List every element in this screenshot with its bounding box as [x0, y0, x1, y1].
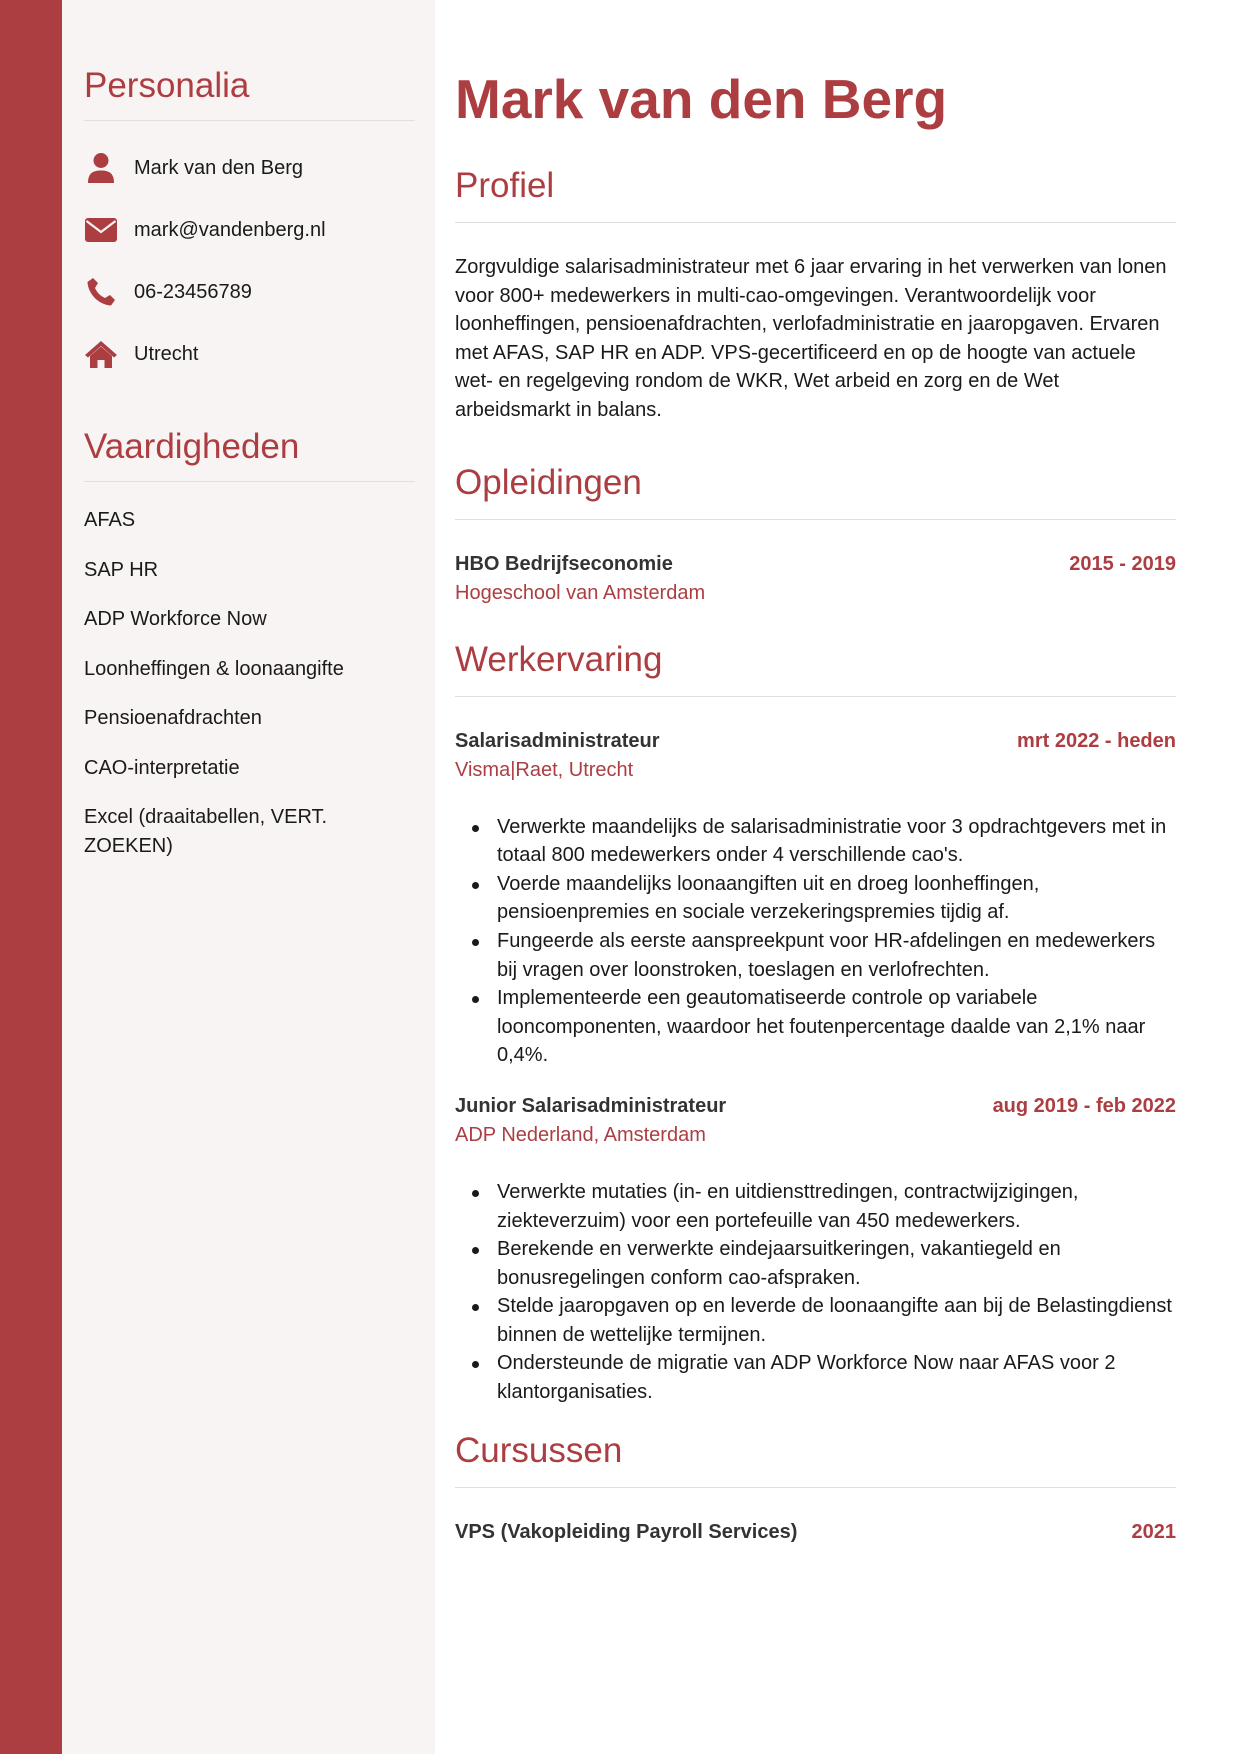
job-bullet: Fungeerde als eerste aanspreekpunt voor HR-afdelingen en medewerkers bij vragen over loonstroken, toeslagen en verlofrechten.: [455, 927, 1176, 984]
education-title: HBO Bedrijfseconomie: [455, 552, 673, 575]
job-bullet: Verwerkte maandelijks de salarisadministratie voor 3 opdrachtgevers met in totaal 800 medewerkers onder 4 verschillende cao's.: [455, 813, 1176, 870]
contact-name: [84, 137, 415, 199]
main-content: [435, 0, 1241, 1754]
personalia-heading: Personalia: [84, 64, 415, 121]
user-icon: [84, 151, 118, 185]
job-bullets: [455, 1178, 1176, 1407]
course-entry: [455, 1518, 1176, 1546]
job-employer: Visma|Raet, Utrecht: [455, 758, 634, 781]
skill-item: Pensioenafdrachten: [84, 707, 262, 729]
contact-location-text: Utrecht: [134, 342, 199, 365]
job-bullet: Voerde maandelijks loonaangiften uit en droeg loonheffingen, pensioenpremies en sociale verzekeringspremies tijdig af.: [455, 870, 1176, 927]
contact-location: [84, 323, 415, 385]
contact-email: [84, 199, 415, 261]
job-employer: ADP Nederland, Amsterdam: [455, 1123, 706, 1146]
job-bullet: Ondersteunde de migratie van ADP Workforce Now naar AFAS voor 2 klantorganisaties.: [455, 1349, 1176, 1406]
job-title: Junior Salarisadministrateur: [455, 1094, 727, 1117]
accent-bar: [0, 0, 62, 1754]
skill-item: SAP HR: [84, 558, 159, 581]
courses-heading: Cursussen: [455, 1429, 1176, 1488]
education-heading: Opleidingen: [455, 461, 1176, 520]
job-title: Salarisadministrateur: [455, 729, 660, 752]
home-icon: [84, 337, 118, 371]
envelope-icon: [84, 213, 118, 247]
skill-item: Loonheffingen & loonaangifte: [84, 657, 344, 680]
profile-heading: Profiel: [455, 164, 1176, 223]
education-institution: Hogeschool van Amsterdam: [455, 581, 706, 604]
job-bullets: [455, 813, 1176, 1070]
education-date: 2015 - 2019: [1069, 552, 1176, 575]
skill-list: [84, 506, 415, 860]
work-entry: [455, 727, 1176, 1070]
contact-phone: [84, 261, 415, 323]
job-date: aug 2019 - feb 2022: [992, 1094, 1176, 1117]
contact-email-text: mark@vandenberg.nl: [134, 218, 326, 241]
skills-heading: Vaardigheden: [84, 425, 415, 482]
skill-item: Excel (draaitabellen, VERT. ZOEKEN): [84, 806, 328, 857]
job-bullet: Berekende en verwerkte eindejaarsuitkeringen, vakantiegeld en bonusregelingen conform cao-afspraken.: [455, 1235, 1176, 1292]
skill-item: AFAS: [84, 509, 136, 531]
skill-item: ADP Workforce Now: [84, 608, 267, 630]
skill-item: CAO-interpretatie: [84, 756, 240, 779]
job-date: mrt 2022 - heden: [1017, 729, 1176, 752]
contact-phone-text: 06-23456789: [134, 280, 252, 303]
job-bullet: Stelde jaaropgaven op en leverde de loonaangifte aan bij de Belastingdienst binnen de wettelijke termijnen.: [455, 1292, 1176, 1349]
education-entry: [455, 550, 1176, 608]
job-bullet: Verwerkte mutaties (in- en uitdiensttredingen, contractwijzigingen, ziekteverzuim) voor een portefeuille van 450 medewerkers.: [455, 1178, 1176, 1235]
contact-list: [84, 137, 415, 385]
profile-text: Zorgvuldige salarisadministrateur met 6 jaar ervaring in het verwerken van lonen voor 800+ medewerkers in multi-cao-omgevingen. Verantwoordelijk voor loonheffingen, pensioenafdrachten, verlofadministratie en jaaropgaven. Ervaren met AFAS, SAP HR en ADP. VPS-gecertificeerd en op de hoogte van actuele wet- en regelgeving rondom de WKR, Wet arbeid en zorg en de Wet arbeidsmarkt in balans.: [455, 256, 1167, 421]
job-bullet: Implementeerde een geautomatiseerde controle op variabele looncomponenten, waardoor het foutenpercentage daalde van 2,1% naar 0,4%.: [455, 984, 1176, 1070]
phone-icon: [84, 275, 118, 309]
work-heading: Werkervaring: [455, 638, 1176, 697]
sidebar: [62, 0, 435, 1754]
candidate-name: Mark van den Berg: [455, 68, 948, 130]
contact-name-text: Mark van den Berg: [134, 156, 303, 179]
work-entry: [455, 1092, 1176, 1407]
course-date: 2021: [1131, 1520, 1176, 1543]
course-title: VPS (Vakopleiding Payroll Services): [455, 1520, 798, 1543]
